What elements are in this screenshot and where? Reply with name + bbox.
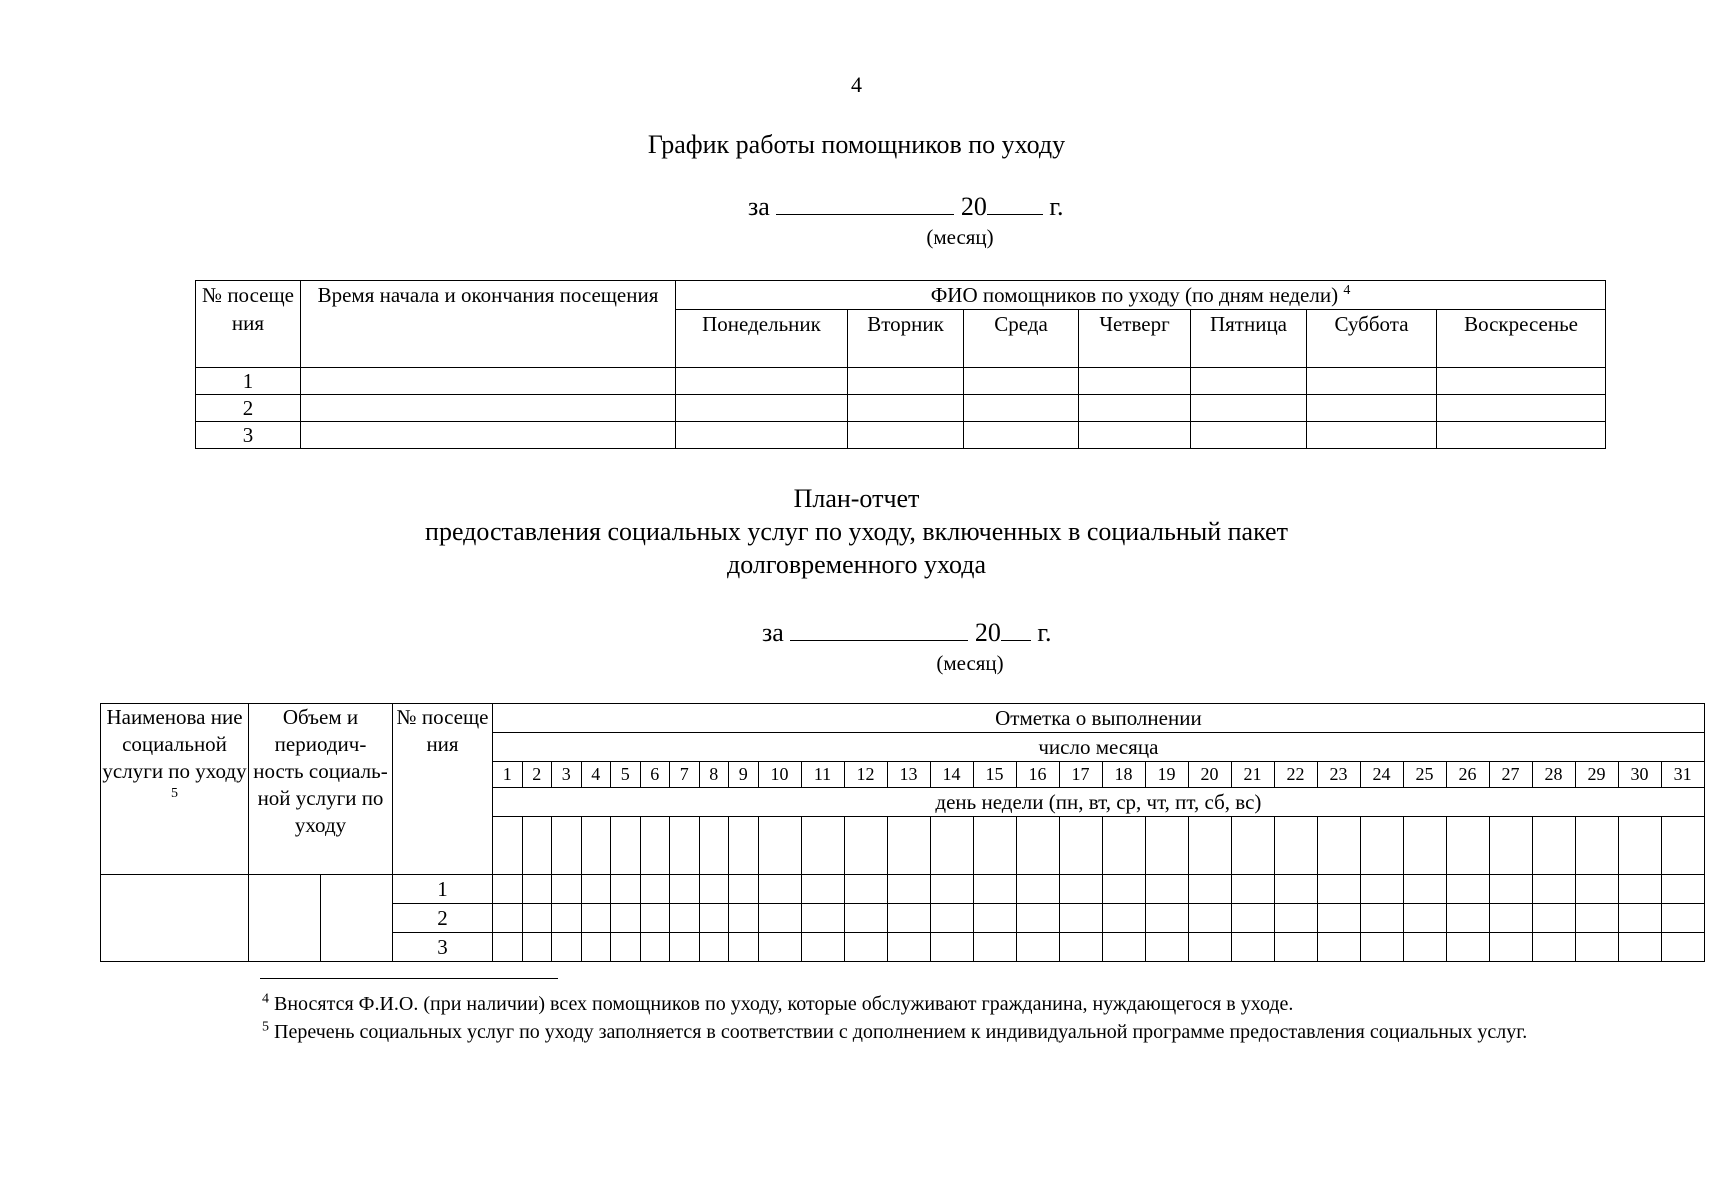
plan-weekday-cell[interactable] [930,817,973,875]
plan-weekday-cell[interactable] [1360,817,1403,875]
plan-weekday-cell[interactable] [1403,817,1446,875]
footnotes [190,990,1640,1046]
plan-cell[interactable] [1231,904,1274,933]
plan-cell[interactable] [1532,904,1575,933]
plan-cell[interactable] [930,904,973,933]
schedule-row-number: 3 [196,422,301,449]
plan-title-line1: План-отчет [793,484,920,513]
plan-header-service-name-text: Наименова ние социальной услуги по уходу [102,705,247,783]
plan-cell[interactable] [1274,875,1317,904]
plan-cell[interactable] [1016,933,1059,962]
plan-weekday-cell[interactable] [611,817,641,875]
schedule-cell[interactable] [1307,368,1437,395]
plan-day-number: 10 [758,762,801,788]
plan-cell[interactable] [1317,875,1360,904]
plan-cell[interactable] [1317,904,1360,933]
plan-cell[interactable] [640,875,670,904]
plan-cell[interactable] [611,904,641,933]
schedule-title: График работы помощников по уходу [647,130,1066,159]
plan-row-number: 3 [393,933,493,962]
schedule-header-fio [676,281,1606,310]
plan-cell[interactable] [1489,875,1532,904]
plan-cell[interactable] [1575,875,1618,904]
plan-cell[interactable] [493,933,523,962]
plan-cell[interactable] [1360,933,1403,962]
plan-title-line3: долговременного ухода [726,550,987,579]
plan-weekday-cell[interactable] [844,817,887,875]
plan-cell[interactable] [699,904,729,933]
plan-service-name-cell[interactable] [101,875,249,962]
plan-cell[interactable] [930,933,973,962]
plan-day-number: 27 [1489,762,1532,788]
schedule-body [196,368,1606,449]
plan-row-number: 1 [393,875,493,904]
schedule-row [196,368,1606,395]
plan-day-number: 31 [1661,762,1704,788]
plan-weekday-cell[interactable] [1145,817,1188,875]
plan-day-number: 22 [1274,762,1317,788]
plan-day-number: 18 [1102,762,1145,788]
plan-cell[interactable] [1059,875,1102,904]
plan-weekday-cell[interactable] [801,817,844,875]
schedule-day-header: Вторник [848,310,964,368]
plan-cell[interactable] [640,933,670,962]
plan-period-year-prefix: 20 [974,618,1001,647]
schedule-cell[interactable] [1191,395,1307,422]
schedule-header-visit-no: № посеще ния [196,281,301,368]
plan-cell[interactable] [1102,875,1145,904]
plan-day-number: 28 [1532,762,1575,788]
plan-weekday-cell[interactable] [1532,817,1575,875]
page-number: 4 [851,72,862,97]
plan-day-number: 20 [1188,762,1231,788]
schedule-month-blank[interactable] [776,192,954,215]
plan-cell[interactable] [581,875,611,904]
schedule-period-za: за [748,192,770,221]
plan-cell[interactable] [1274,904,1317,933]
plan-cell[interactable] [1145,875,1188,904]
schedule-cell[interactable] [1307,395,1437,422]
plan-cell[interactable] [670,875,700,904]
plan-weekday-cell[interactable] [1016,817,1059,875]
schedule-cell[interactable] [301,395,676,422]
plan-cell[interactable] [1532,875,1575,904]
plan-day-number: 11 [801,762,844,788]
schedule-cell[interactable] [848,422,964,449]
plan-cell[interactable] [1016,904,1059,933]
plan-weekday-cell[interactable] [1489,817,1532,875]
plan-month-blank[interactable] [790,618,968,641]
plan-day-number: 4 [581,762,611,788]
plan-day-number: 25 [1403,762,1446,788]
footnote-ref-5: 5 [171,786,178,801]
footnote-4-mark: 4 [262,991,269,1007]
plan-weekday-cell[interactable] [1446,817,1489,875]
plan-day-number: 23 [1317,762,1360,788]
plan-cell[interactable] [1618,904,1661,933]
plan-cell[interactable] [758,933,801,962]
plan-cell[interactable] [1446,933,1489,962]
plan-day-number: 3 [552,762,582,788]
schedule-cell[interactable] [676,422,848,449]
plan-weekday-cell[interactable] [1274,817,1317,875]
plan-cell[interactable] [611,875,641,904]
plan-cell[interactable] [1188,933,1231,962]
schedule-day-header: Суббота [1307,310,1437,368]
schedule-cell[interactable] [964,368,1079,395]
plan-cell[interactable] [1661,904,1704,933]
plan-cell[interactable] [1016,875,1059,904]
plan-cell[interactable] [887,875,930,904]
plan-row [101,875,1705,904]
plan-cell[interactable] [1188,875,1231,904]
schedule-period-suffix: г. [1049,192,1064,221]
plan-cell[interactable] [887,904,930,933]
plan-weekday-cell[interactable] [581,817,611,875]
plan-weekday-cell[interactable] [1102,817,1145,875]
schedule-cell[interactable] [301,422,676,449]
plan-weekday-cell[interactable] [1317,817,1360,875]
plan-cell[interactable] [1403,875,1446,904]
schedule-table [195,280,1606,449]
plan-day-number: 19 [1145,762,1188,788]
plan-cell[interactable] [1403,904,1446,933]
plan-cell[interactable] [1661,875,1704,904]
plan-cell[interactable] [1489,904,1532,933]
schedule-cell[interactable] [964,422,1079,449]
plan-period-line [762,618,1052,648]
schedule-day-header: Среда [964,310,1079,368]
schedule-year-blank[interactable] [987,192,1043,215]
plan-cell[interactable] [1145,933,1188,962]
plan-cell[interactable] [1231,875,1274,904]
plan-cell[interactable] [611,933,641,962]
plan-cell[interactable] [801,933,844,962]
plan-weekday-cell[interactable] [729,817,759,875]
plan-cell[interactable] [493,875,523,904]
plan-header-visit-no: № посеще ния [393,704,493,875]
plan-month-caption: (месяц) [936,651,1004,675]
schedule-period-line [748,192,1064,222]
plan-cell[interactable] [493,904,523,933]
plan-weekday-cell[interactable] [1231,817,1274,875]
plan-cell[interactable] [930,875,973,904]
schedule-header-fio-text: ФИО помощников по уходу (по дням недели) [930,283,1339,307]
plan-cell[interactable] [1059,933,1102,962]
plan-cell[interactable] [1618,875,1661,904]
footnote-5 [190,1018,1640,1046]
schedule-day-header: Пятница [1191,310,1307,368]
plan-header-volume: Объем и периодич- ность социаль- ной услуги по уходу [249,704,393,875]
schedule-header-time: Время начала и окончания посещения [301,281,676,368]
plan-day-number: 21 [1231,762,1274,788]
plan-year-blank[interactable] [1001,618,1031,641]
plan-day-number: 8 [699,762,729,788]
plan-cell[interactable] [973,904,1016,933]
plan-row-number: 2 [393,904,493,933]
plan-cell[interactable] [1575,933,1618,962]
plan-cell[interactable] [1231,933,1274,962]
plan-cell[interactable] [973,933,1016,962]
plan-cell[interactable] [1403,933,1446,962]
plan-cell[interactable] [801,875,844,904]
plan-cell[interactable] [1059,904,1102,933]
plan-cell[interactable] [1661,933,1704,962]
schedule-row-number: 2 [196,395,301,422]
plan-header-completion: Отметка о выполнении [493,704,1705,733]
plan-weekday-cell[interactable] [758,817,801,875]
plan-day-number: 30 [1618,762,1661,788]
plan-cell[interactable] [670,933,700,962]
footnote-4-text: Вносятся Ф.И.О. (при наличии) всех помощников по уходу, которые обслуживают гражданина, нуждающегося в уходе. [274,993,1294,1015]
plan-cell[interactable] [552,875,582,904]
schedule-cell[interactable] [964,395,1079,422]
plan-day-number: 7 [670,762,700,788]
plan-cell[interactable] [581,904,611,933]
schedule-cell[interactable] [1079,368,1191,395]
schedule-cell[interactable] [1079,422,1191,449]
plan-cell[interactable] [729,904,759,933]
plan-weekday-cell[interactable] [1575,817,1618,875]
schedule-cell[interactable] [1437,368,1606,395]
plan-cell[interactable] [1446,904,1489,933]
plan-cell[interactable] [1575,904,1618,933]
plan-day-number: 6 [640,762,670,788]
plan-title [0,482,1713,581]
plan-day-number: 17 [1059,762,1102,788]
plan-day-number: 29 [1575,762,1618,788]
schedule-cell[interactable] [1191,422,1307,449]
plan-weekday-cell[interactable] [670,817,700,875]
plan-table [100,703,1705,962]
schedule-month-caption: (месяц) [926,225,994,249]
plan-period-suffix: г. [1037,618,1052,647]
schedule-cell[interactable] [1437,395,1606,422]
schedule-cell[interactable] [1437,422,1606,449]
plan-cell[interactable] [1532,933,1575,962]
schedule-day-header: Понедельник [676,310,848,368]
footnote-separator [260,978,558,979]
schedule-day-header: Четверг [1079,310,1191,368]
schedule-cell[interactable] [848,368,964,395]
schedule-row [196,422,1606,449]
footnote-ref-4: 4 [1343,283,1351,298]
schedule-cell[interactable] [1079,395,1191,422]
schedule-cell[interactable] [676,395,848,422]
plan-weekday-cell[interactable] [552,817,582,875]
schedule-cell[interactable] [848,395,964,422]
plan-cell[interactable] [552,904,582,933]
footnote-4 [190,990,1640,1018]
plan-cell[interactable] [887,933,930,962]
plan-cell[interactable] [1489,933,1532,962]
plan-cell[interactable] [1317,933,1360,962]
plan-cell[interactable] [1102,933,1145,962]
plan-cell[interactable] [552,933,582,962]
plan-cell[interactable] [729,875,759,904]
plan-weekday-cell[interactable] [1661,817,1704,875]
plan-day-number: 5 [611,762,641,788]
plan-day-number: 9 [729,762,759,788]
plan-day-number: 14 [930,762,973,788]
plan-cell[interactable] [1360,904,1403,933]
plan-day-number: 16 [1016,762,1059,788]
plan-cell[interactable] [1188,904,1231,933]
plan-header-service-name [101,704,249,875]
schedule-cell[interactable] [1307,422,1437,449]
plan-cell[interactable] [640,904,670,933]
plan-weekday-cell[interactable] [1059,817,1102,875]
plan-cell[interactable] [973,875,1016,904]
plan-weekday-cell[interactable] [640,817,670,875]
plan-day-number: 15 [973,762,1016,788]
plan-period-za: за [762,618,784,647]
plan-cell[interactable] [522,875,552,904]
plan-cell[interactable] [758,875,801,904]
plan-cell[interactable] [699,875,729,904]
plan-cell[interactable] [844,875,887,904]
plan-cell[interactable] [758,904,801,933]
plan-cell[interactable] [522,904,552,933]
plan-day-number: 1 [493,762,523,788]
footnote-5-text: Перечень социальных услуг по уходу заполняется в соответствии с дополнением к индивидуальной программе предоставления социальных услуг. [274,1021,1528,1043]
plan-cell[interactable] [1145,904,1188,933]
plan-volume-cell[interactable] [249,875,321,962]
plan-day-number: 26 [1446,762,1489,788]
schedule-row [196,395,1606,422]
plan-cell[interactable] [844,933,887,962]
plan-weekday-cell[interactable] [1188,817,1231,875]
plan-weekday-cell[interactable] [973,817,1016,875]
plan-cell[interactable] [1274,933,1317,962]
plan-cell[interactable] [1446,875,1489,904]
schedule-period-year-prefix: 20 [960,192,987,221]
plan-cell[interactable] [581,933,611,962]
plan-cell[interactable] [699,933,729,962]
plan-cell[interactable] [844,904,887,933]
plan-day-number: 13 [887,762,930,788]
plan-cell[interactable] [1618,933,1661,962]
plan-weekday-cell[interactable] [522,817,552,875]
plan-periodicity-cell[interactable] [321,875,393,962]
plan-cell[interactable] [729,933,759,962]
plan-weekday-cell[interactable] [493,817,523,875]
plan-cell[interactable] [522,933,552,962]
plan-day-number: 24 [1360,762,1403,788]
schedule-cell[interactable] [676,368,848,395]
plan-day-number: 12 [844,762,887,788]
plan-cell[interactable] [1102,904,1145,933]
plan-cell[interactable] [1360,875,1403,904]
footnote-5-mark: 5 [262,1019,269,1035]
plan-header-day-of-month: число месяца [493,733,1705,762]
plan-weekday-cell[interactable] [699,817,729,875]
schedule-day-header: Воскресенье [1437,310,1606,368]
plan-header-weekday: день недели (пн, вт, ср, чт, пт, сб, вс) [493,788,1705,817]
plan-body [101,875,1705,962]
plan-cell[interactable] [670,904,700,933]
schedule-row-number: 1 [196,368,301,395]
schedule-cell[interactable] [1191,368,1307,395]
plan-weekday-cell[interactable] [1618,817,1661,875]
plan-cell[interactable] [801,904,844,933]
schedule-cell[interactable] [301,368,676,395]
plan-title-line2: предоставления социальных услуг по уходу, включенных в социальный пакет [425,517,1288,546]
plan-day-number: 2 [522,762,552,788]
plan-weekday-cell[interactable] [887,817,930,875]
